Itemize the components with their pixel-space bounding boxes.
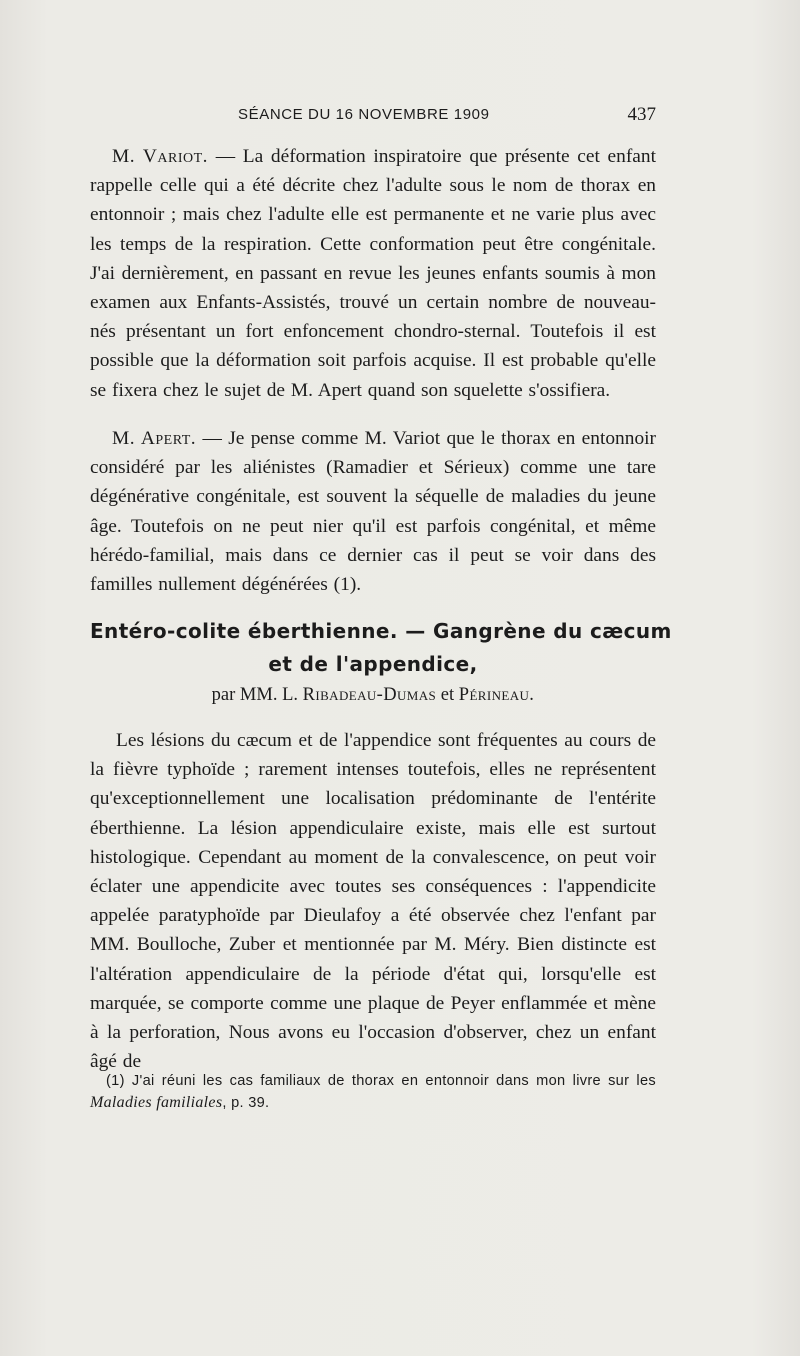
authors-prefix: par MM. L. <box>211 685 303 705</box>
speaker-name: M. Variot. <box>112 146 209 167</box>
authors-conjunction: et <box>436 685 459 705</box>
running-head: SÉANCE DU 16 NOVEMBRE 1909 <box>238 106 490 123</box>
paragraph-apert <box>90 424 656 599</box>
footnote-book-title: Maladies familiales <box>90 1094 223 1111</box>
page-number: 437 <box>627 104 656 125</box>
speaker-name: M. Apert. <box>112 428 197 449</box>
footnote <box>90 1071 656 1114</box>
article-title-line-1: Entéro-colite éberthienne. — Gangrène du cæcum <box>90 619 672 643</box>
article-authors <box>90 685 656 706</box>
paragraph-variot <box>90 142 656 405</box>
article-body: Les lésions du cæcum et de l'appendice sont fréquentes au cours de la fièvre typhoïde ; rarement intenses toutefois, elles ne représentent qu'exceptionnellement une localisation prédominante de l'entérite éberthienne. La lésion appendiculaire existe, mais elle est surtout histologique. Cependant au moment de la convalescence, on peut voir éclater une appendicite avec toutes ses conséquences : l'appendicite appelée paratyphoïde par Dieulafoy a été observée chez l'enfant par MM. Boulloche, Zuber et mentionnée par M. Méry. Bien distincte est l'altération appendiculaire de la période d'état qui, lorsqu'elle est marquée, se comporte comme une plaque de Peyer enflammée et mène à la perforation, Nous avons eu l'occasion d'observer, chez un enfant âgé de <box>90 730 656 1073</box>
author-name: Périneau. <box>458 685 535 705</box>
footnote-tail: , p. 39. <box>222 1095 270 1111</box>
page-header <box>90 104 656 126</box>
paragraph-text: — Je pense comme M. Variot que le thorax en entonnoir considéré par les aliénistes (Ramadier et Sérieux) comme une tare dégénérative congénitale, est souvent la séquelle de maladies du jeune âge. Toutefois on ne peut nier qu'il est parfois congénital, et même hérédo-familial, mais dans ce dernier cas il peut se voir dans des familles nullement dégénérées (1). <box>90 428 656 596</box>
article-title-line-2: et de l'appendice, <box>268 652 478 676</box>
paragraph-text: — La déformation inspiratoire que présente cet enfant rappelle celle qui a été décrite chez l'adulte sous le nom de thorax en entonnoir ; mais chez l'adulte elle est permanente et ne varie plus avec les temps de la respiration. Cette conformation peut être congénitale. J'ai dernièrement, en passant en revue les jeunes enfants soumis à mon examen aux Enfants-Assistés, trouvé un certain nombre de nouveau-nés présentant un fort enfoncement chondro-sternal. Toutefois il est possible que la déformation soit parfois acquise. Il est probable qu'elle se fixera chez le sujet de M. Apert quand son squelette s'ossifiera. <box>90 146 656 401</box>
author-name: Ribadeau-Dumas <box>302 685 437 705</box>
footnote-text: (1) J'ai réuni les cas familiaux de thorax en entonnoir dans mon livre sur les <box>106 1073 656 1089</box>
